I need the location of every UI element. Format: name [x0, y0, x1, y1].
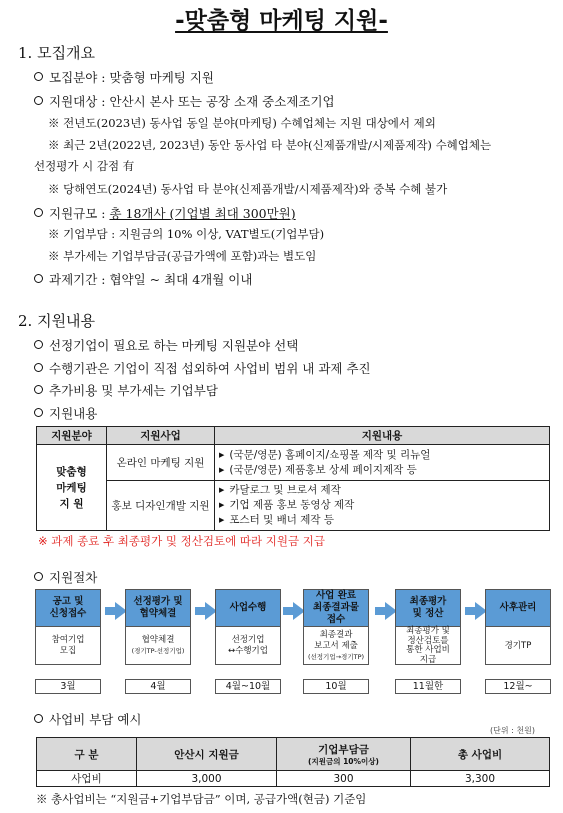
note-5: ※ 부가세는 기업부담금(공급가액에 포함)과는 별도임 [48, 249, 317, 263]
recruit-field: 모집분야 : 맞춤형 마케팅 지원 [34, 68, 214, 86]
header-program: 지원사업 [107, 427, 215, 445]
content-design: ▶ 카달로그 및 브로셔 제작 ▶ 기업 제품 홍보 동영상 제작 ▶ 포스터 및 배너 제작 등 [215, 481, 550, 531]
category-cell: 맞춤형 마케팅 지 원 [37, 445, 107, 531]
bullet-3: 추가비용 및 부가세는 기업부담 [34, 381, 218, 399]
step-completion: 사업 완료 최종결과물 접수 최종결과 보고서 제출 (선정기업→경기TP) [303, 589, 369, 665]
triangle-bullet-icon: ▶ [219, 450, 225, 459]
triangle-bullet-icon: ▶ [219, 465, 225, 474]
program-design: 홍보 디자인개발 지원 [107, 481, 215, 531]
triangle-bullet-icon: ▶ [219, 486, 225, 494]
budget-header-company: 기업부담금 (지원금의 10%이상) [277, 738, 411, 771]
header-content: 지원내용 [215, 427, 550, 445]
budget-note: ※ 총사업비는 “지원금+기업부담금” 이며, 공급가액(현금) 기준임 [36, 792, 367, 806]
procedure-heading: 지원절차 [34, 568, 97, 586]
budget-header-city: 안산시 지원금 [137, 738, 277, 771]
circle-bullet-icon [34, 340, 43, 349]
step-execution: 사업수행 선정기업 ↔수행기업 [215, 589, 281, 665]
note-1: ※ 전년도(2023년) 동사업 동일 분야(마케팅) 수혜업체는 지원 대상에서 제외 [48, 116, 436, 130]
budget-table [36, 737, 550, 787]
project-period: 과제기간 : 협약일 ~ 최대 4개월 이내 [34, 270, 252, 288]
circle-bullet-icon [34, 714, 43, 723]
program-online: 온라인 마케팅 지원 [107, 445, 215, 481]
step-aftercare: 사후관리 경기TP [485, 589, 551, 665]
month-label: 3월 [35, 679, 101, 694]
step-announcement: 공고 및 신청접수 참여기업 모집 [35, 589, 101, 665]
page-title: -맞춤형 마케팅 지원- [175, 8, 388, 34]
month-label: 4월~10월 [215, 679, 281, 694]
note-4: ※ 기업부담 : 지원금의 10% 이상, VAT별도(기업부담) [48, 227, 325, 241]
procedure-flow [35, 589, 555, 665]
budget-heading: 사업비 부담 예시 [34, 710, 141, 728]
content-online: ▶ (국문/영문) 홈페이지/쇼핑몰 제작 및 리뉴얼 ▶ (국문/영문) 제품홍보 상세 페이지제작 등 [215, 445, 550, 481]
month-label: 11월한 [395, 679, 461, 694]
budget-header-category: 구 분 [37, 738, 137, 771]
circle-bullet-icon [34, 572, 43, 581]
bullet-4: 지원내용 [34, 404, 97, 422]
support-content-table [36, 426, 550, 531]
circle-bullet-icon [34, 408, 43, 417]
triangle-bullet-icon: ▶ [219, 501, 225, 509]
note-2a: ※ 최근 2년(2022년, 2023년) 동안 동사업 타 분야(신제품개발/시제품제작) 수혜업체는 [48, 138, 492, 152]
bullet-1: 선정기업이 필요로 하는 마케팅 지원분야 선택 [34, 336, 298, 354]
budget-cell: 300 [277, 771, 411, 787]
circle-bullet-icon [34, 96, 43, 105]
circle-bullet-icon [34, 208, 43, 217]
month-label: 10월 [303, 679, 369, 694]
budget-cell: 사업비 [37, 771, 137, 787]
bullet-2: 수행기관은 기업이 직접 섭외하여 사업비 범위 내 과제 추진 [34, 359, 371, 377]
section-1-heading: 1. 모집개요 [18, 44, 96, 62]
month-label: 4월 [125, 679, 191, 694]
budget-cell: 3,000 [137, 771, 277, 787]
month-label: 12월~ [485, 679, 551, 694]
step-final-evaluation: 최종평가 및 정산 최종평가 및 정산검토를 통한 사업비 지급 [395, 589, 461, 665]
support-scale: 지원규모 : 총 18개사 (기업별 최대 300만원) [34, 204, 296, 222]
unit-label: (단위 : 천원) [490, 726, 535, 735]
triangle-bullet-icon: ▶ [219, 516, 225, 524]
circle-bullet-icon [34, 274, 43, 283]
circle-bullet-icon [34, 385, 43, 394]
budget-cell: 3,300 [411, 771, 550, 787]
section-2-heading: 2. 지원내용 [18, 312, 96, 330]
note-3: ※ 당해연도(2024년) 동사업 타 분야(신제품개발/시제품제작)와 중복 수혜 불가 [48, 182, 448, 196]
note-2b: 선정평가 시 감점 有 [34, 159, 135, 173]
circle-bullet-icon [34, 72, 43, 81]
recruit-target: 지원대상 : 안산시 본사 또는 공장 소재 중소제조기업 [34, 92, 335, 110]
red-note: ※ 과제 종료 후 최종평가 및 정산검토에 따라 지원금 지급 [38, 534, 325, 548]
step-selection: 선정평가 및 협약체결 협약체결 (경기TP-선정기업) [125, 589, 191, 665]
header-field: 지원분야 [37, 427, 107, 445]
budget-header-total: 총 사업비 [411, 738, 550, 771]
circle-bullet-icon [34, 363, 43, 372]
